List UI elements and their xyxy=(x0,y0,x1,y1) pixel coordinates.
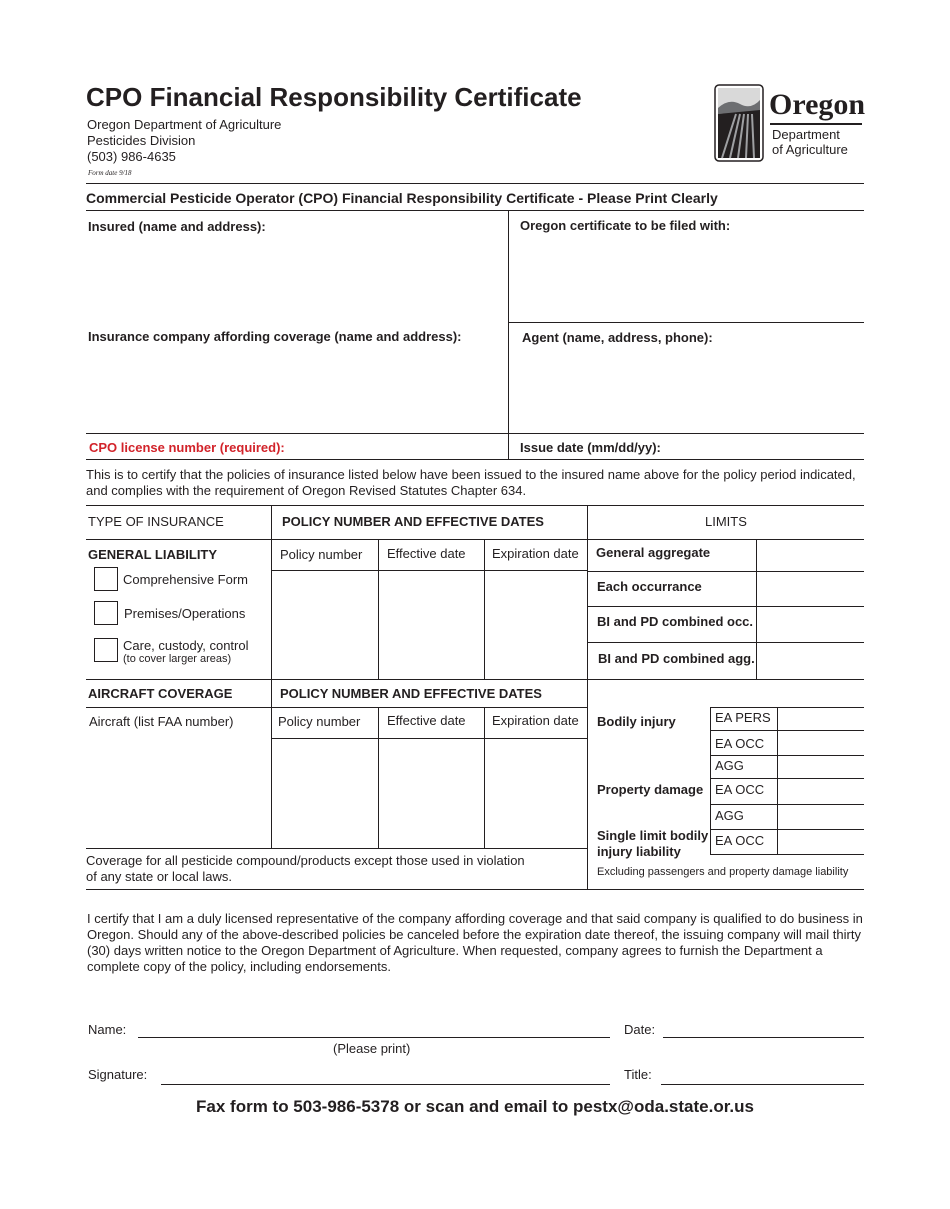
fax-instructions: Fax form to 503-986-5378 or scan and email to pestx@oda.state.or.us xyxy=(196,1097,754,1116)
premises-operations-checkbox[interactable] xyxy=(94,601,118,625)
single-limit-ea-occ-field[interactable] xyxy=(779,831,862,853)
pd-agg-field[interactable] xyxy=(779,806,862,828)
cpo-license-label: CPO license number (required): xyxy=(89,440,285,455)
sublimit-rule-6 xyxy=(710,854,864,855)
sublimit-rule-3 xyxy=(710,778,864,779)
sublimit-rule-1 xyxy=(710,730,864,731)
gl-bottom-rule xyxy=(86,679,864,680)
gl-expiration-date-label: Expiration date xyxy=(492,546,579,561)
title-field[interactable] xyxy=(661,1064,864,1084)
each-occurrance-field[interactable] xyxy=(758,573,862,604)
signature-label: Signature: xyxy=(88,1067,148,1082)
bi-ea-occ-label: EA OCC xyxy=(715,736,765,751)
aircraft-policy-number-label: Policy number xyxy=(278,714,361,729)
single-limit-ea-occ-label: EA OCC xyxy=(715,833,765,848)
title-line xyxy=(661,1084,864,1085)
agent-certification: I certify that I am a duly licensed representative of the company affording coverage and that said company is qualified to do business in Oregon. Should any of the above-described policies be canceled before the expiration date thereof, the issuing company will mail thirty (30) days written notice to the Oregon Department of Agriculture. When requested, company agrees to furnish the Department a complete copy of the policy, including endorsements. xyxy=(87,911,863,974)
bi-agg-label: AGG xyxy=(715,758,744,773)
table-vline-type xyxy=(271,505,272,848)
gl-effective-date-field[interactable] xyxy=(380,572,483,677)
signature-line xyxy=(161,1084,610,1085)
field-rule-2 xyxy=(86,433,864,434)
bodily-injury-label: Bodily injury xyxy=(597,714,676,729)
aircraft-faa-field[interactable] xyxy=(88,734,269,846)
date-line xyxy=(663,1037,864,1038)
coverage-note-line-1: Coverage for all pesticide compound/products except those used in violation xyxy=(86,853,525,868)
name-line xyxy=(138,1037,610,1038)
field-rule-1-right xyxy=(508,322,864,323)
insured-label: Insured (name and address): xyxy=(88,219,266,234)
aircraft-bottom-rule xyxy=(86,848,587,849)
gl-vline-2 xyxy=(484,539,485,679)
bi-agg-field[interactable] xyxy=(779,757,862,777)
bi-pd-combined-occ-label: BI and PD combined occ. xyxy=(597,614,754,629)
band-bottom-rule xyxy=(86,210,864,211)
date-label: Date: xyxy=(624,1022,656,1037)
gl-limits-vline xyxy=(756,539,757,679)
signature-field[interactable] xyxy=(161,1064,610,1084)
logo-sub-1: Department xyxy=(772,127,840,142)
sublimit-rule-2 xyxy=(710,755,864,756)
bi-ea-occ-field[interactable] xyxy=(779,732,862,754)
agent-field[interactable] xyxy=(510,347,862,431)
excluding-note: Excluding passengers and property damage liability xyxy=(597,866,849,878)
logo-sub-2: of Agriculture xyxy=(772,142,848,157)
coverage-note-line-2: of any state or local laws. xyxy=(86,869,232,884)
aircraft-list-label: Aircraft (list FAA number) xyxy=(89,714,234,729)
logo-underline xyxy=(770,123,862,125)
bi-pd-combined-agg-field[interactable] xyxy=(758,644,862,677)
org-name: Oregon Department of Agriculture xyxy=(87,117,282,132)
type-of-insurance-header: TYPE OF INSURANCE xyxy=(88,514,224,529)
care-custody-control-note: (to cover larger areas) xyxy=(123,653,232,665)
general-liability-label: GENERAL LIABILITY xyxy=(88,547,218,562)
agent-label: Agent (name, address, phone): xyxy=(522,330,713,345)
single-limit-label-line-2: injury liability xyxy=(597,844,681,859)
pd-ea-occ-label: EA OCC xyxy=(715,782,765,797)
aircraft-effective-date-label: Effective date xyxy=(387,713,466,728)
page-title: CPO Financial Responsibility Certificate xyxy=(86,82,582,112)
aircraft-vline-1 xyxy=(378,707,379,848)
aircraft-col-header-rule xyxy=(271,738,587,739)
form-date: Form date 9/18 xyxy=(88,169,132,177)
care-custody-control-checkbox[interactable] xyxy=(94,638,118,662)
table-bottom-rule xyxy=(86,889,864,890)
property-damage-label: Property damage xyxy=(597,782,704,797)
each-occurrance-label: Each occurrance xyxy=(597,579,702,594)
limits-header: LIMITS xyxy=(705,514,747,529)
aircraft-expiration-date-field[interactable] xyxy=(486,740,586,846)
certificate-filed-field[interactable] xyxy=(510,236,862,320)
comprehensive-form-checkbox[interactable] xyxy=(94,567,118,591)
bi-ea-pers-field[interactable] xyxy=(779,709,862,729)
org-division: Pesticides Division xyxy=(87,133,196,148)
gl-col-header-rule xyxy=(271,570,587,571)
table-vline-limits xyxy=(587,505,588,889)
gl-policy-number-field[interactable] xyxy=(273,572,377,677)
title-label: Title: xyxy=(624,1067,652,1082)
aircraft-header-rule xyxy=(86,707,587,708)
table-header-rule xyxy=(86,539,864,540)
table-top-rule xyxy=(86,505,864,506)
band-title: Commercial Pesticide Operator (CPO) Financial Responsibility Certificate - Please Print Clearly xyxy=(86,190,718,206)
care-custody-control-label: Care, custody, control xyxy=(123,638,249,653)
issue-date-label: Issue date (mm/dd/yy): xyxy=(520,440,661,455)
ea-pers-label: EA PERS xyxy=(715,710,771,725)
field-rule-3 xyxy=(86,459,864,460)
gl-limits-rule-3 xyxy=(587,642,864,643)
gl-limits-rule-1 xyxy=(587,571,864,572)
org-phone: (503) 986-4635 xyxy=(87,149,176,164)
field-grid-divider xyxy=(508,211,509,459)
certificate-filed-label: Oregon certificate to be filed with: xyxy=(520,218,731,233)
insured-field[interactable] xyxy=(86,236,506,320)
general-aggregate-field[interactable] xyxy=(758,541,862,569)
aircraft-coverage-label: AIRCRAFT COVERAGE xyxy=(88,686,233,701)
logo-wordmark: Oregon xyxy=(769,88,866,121)
aircraft-policy-header: POLICY NUMBER AND EFFECTIVE DATES xyxy=(280,686,542,701)
gl-effective-date-label: Effective date xyxy=(387,546,466,561)
gl-vline-1 xyxy=(378,539,379,679)
name-label: Name: xyxy=(88,1022,127,1037)
comprehensive-form-label: Comprehensive Form xyxy=(123,572,248,587)
general-aggregate-label: General aggregate xyxy=(596,545,711,560)
pd-agg-label: AGG xyxy=(715,808,744,823)
insurance-company-label: Insurance company affording coverage (name and address): xyxy=(88,329,462,344)
single-limit-label-line-1: Single limit bodily xyxy=(597,828,709,843)
aircraft-policy-number-field[interactable] xyxy=(273,740,377,846)
gl-limits-rule-2 xyxy=(587,606,864,607)
certify-statement: This is to certify that the policies of insurance listed below have been issued to the insured name above for the policy period indicated, and complies with the requirement of Oregon Revised Statutes Chapter 634. xyxy=(86,467,856,498)
policy-header: POLICY NUMBER AND EFFECTIVE DATES xyxy=(282,514,544,529)
bi-pd-combined-occ-field[interactable] xyxy=(758,608,862,640)
aircraft-vline-2 xyxy=(484,707,485,848)
sublimit-rule-5 xyxy=(710,829,864,830)
premises-operations-label: Premises/Operations xyxy=(124,606,246,621)
gl-expiration-date-field[interactable] xyxy=(486,572,586,677)
sublimit-rule-4 xyxy=(710,804,864,805)
bi-pd-combined-agg-label: BI and PD combined agg. xyxy=(598,651,755,666)
date-field[interactable] xyxy=(663,1018,864,1037)
band-top-rule xyxy=(86,183,864,184)
oregon-logo-image xyxy=(714,84,764,162)
please-print-note: (Please print) xyxy=(333,1041,411,1056)
aircraft-expiration-date-label: Expiration date xyxy=(492,713,579,728)
name-field[interactable] xyxy=(138,1018,610,1037)
aircraft-effective-date-field[interactable] xyxy=(380,740,483,846)
gl-policy-number-label: Policy number xyxy=(280,547,363,562)
aircraft-limits-header-rule xyxy=(710,707,864,708)
pd-ea-occ-field[interactable] xyxy=(779,780,862,803)
insurance-company-field[interactable] xyxy=(86,347,506,431)
